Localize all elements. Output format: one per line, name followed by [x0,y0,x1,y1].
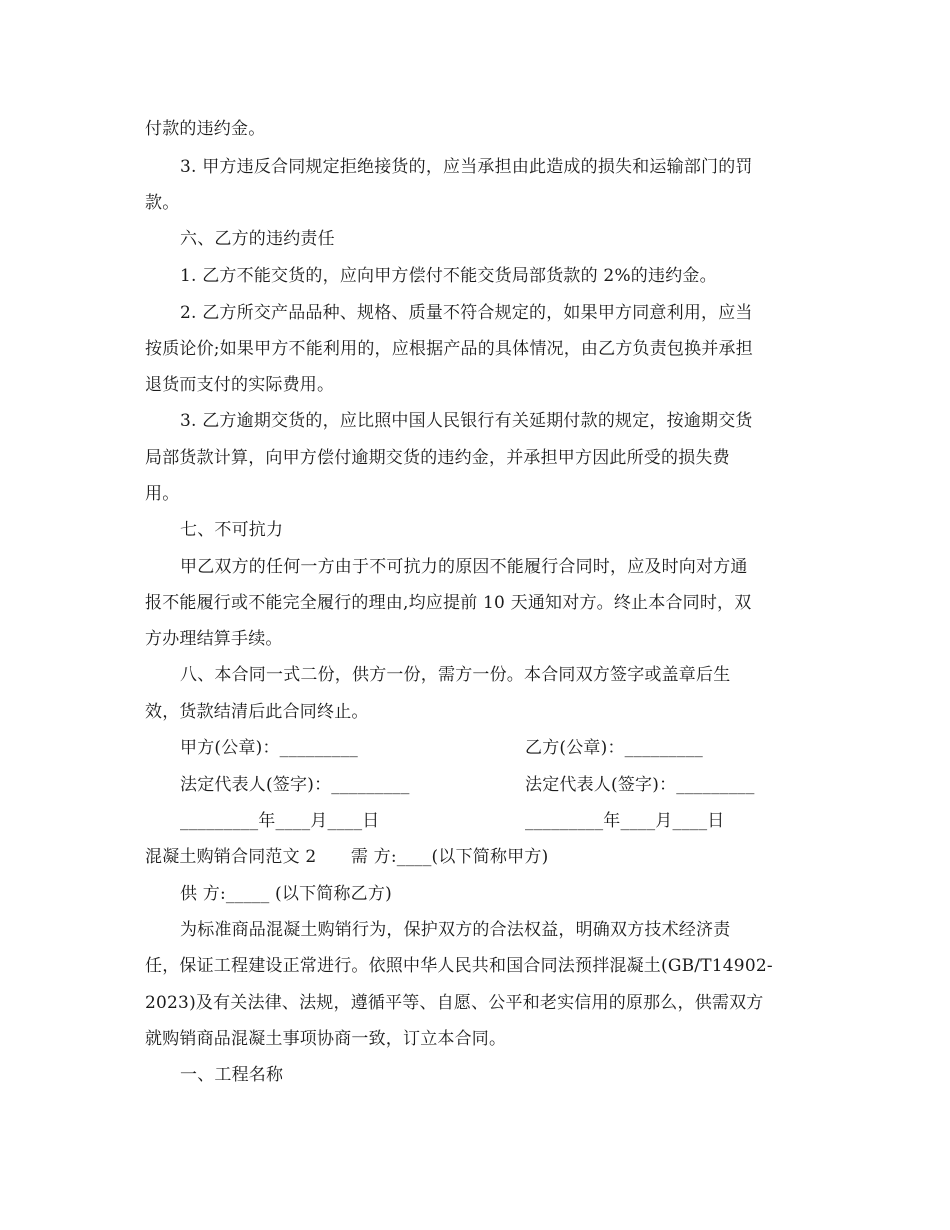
paragraph-line: 2023)及有关法律、法规，遵循平等、自愿、公平和老实信用的原那么，供需双方 [145,993,764,1013]
supplier-line: 供 方:_____ (以下简称乙方) [180,884,392,904]
section-heading: 七、不可抗力 [180,520,284,540]
paragraph-line: 为标准商品混凝土购销行为，保护双方的合法权益，明确双方技术经济责 [180,920,731,940]
party-a-seal-field: 甲方(公章)：_________ [180,738,358,758]
paragraph-line: 报不能履行或不能完全履行的理由,均应提前 10 天通知对方。终止本合同时，双 [145,593,752,613]
paragraph-line: 用。 [145,484,180,504]
signature-row-date [0,810,950,832]
paragraph-line: 局部货款计算，向甲方偿付逾期交货的违约金，并承担甲方因此所受的损失费 [145,448,730,468]
signature-row-representative [0,774,950,796]
party-b-representative-field: 法定代表人(签字)：_________ [525,775,755,795]
party-a-representative-field: 法定代表人(签字)：_________ [180,775,410,795]
party-a-date-field: _________年____月____日 [180,811,380,831]
paragraph-line: 任，保证工程建设正常进行。依照中华人民共和国合同法预拌混凝土(GB/T14902- [145,956,773,976]
party-b-date-field: _________年____月____日 [525,811,725,831]
paragraph-line: 效，货款结清后此合同终止。 [145,702,369,722]
paragraph-line: 方办理结算手续。 [145,629,283,649]
section-heading: 一、工程名称 [180,1065,284,1085]
paragraph-line: 就购销商品混凝土事项协商一致，订立本合同。 [145,1029,507,1049]
paragraph-line: 2. 乙方所交产品品种、规格、质量不符合规定的，如果甲方同意利用，应当 [180,303,753,323]
section-heading: 六、乙方的违约责任 [180,229,335,249]
paragraph-line: 1. 乙方不能交货的，应向甲方偿付不能交货局部货款的 2%的违约金。 [180,266,717,286]
party-b-seal-field: 乙方(公章)：_________ [525,738,703,758]
paragraph-line: 八、本合同一式二份，供方一份，需方一份。本合同双方签字或盖章后生 [180,665,731,685]
paragraph-line: 退货而支付的实际费用。 [145,375,335,395]
paragraph-line: 款。 [145,193,180,213]
second-contract-heading: 混凝土购销合同范文 2 需 方:____(以下简称甲方) [145,847,549,867]
paragraph-line: 付款的违约金。 [145,119,266,139]
signature-row-seal [0,737,950,759]
paragraph-line: 按质论价;如果甲方不能利用的，应根据产品的具体情况，由乙方负责包换并承担 [145,339,753,359]
paragraph-line: 3. 甲方违反合同规定拒绝接货的，应当承担由此造成的损失和运输部门的罚 [180,157,753,177]
paragraph-line: 甲乙双方的任何一方由于不可抗力的原因不能履行合同时，应及时向对方通 [180,557,748,577]
paragraph-line: 3. 乙方逾期交货的，应比照中国人民银行有关延期付款的规定，按逾期交货 [180,411,753,431]
